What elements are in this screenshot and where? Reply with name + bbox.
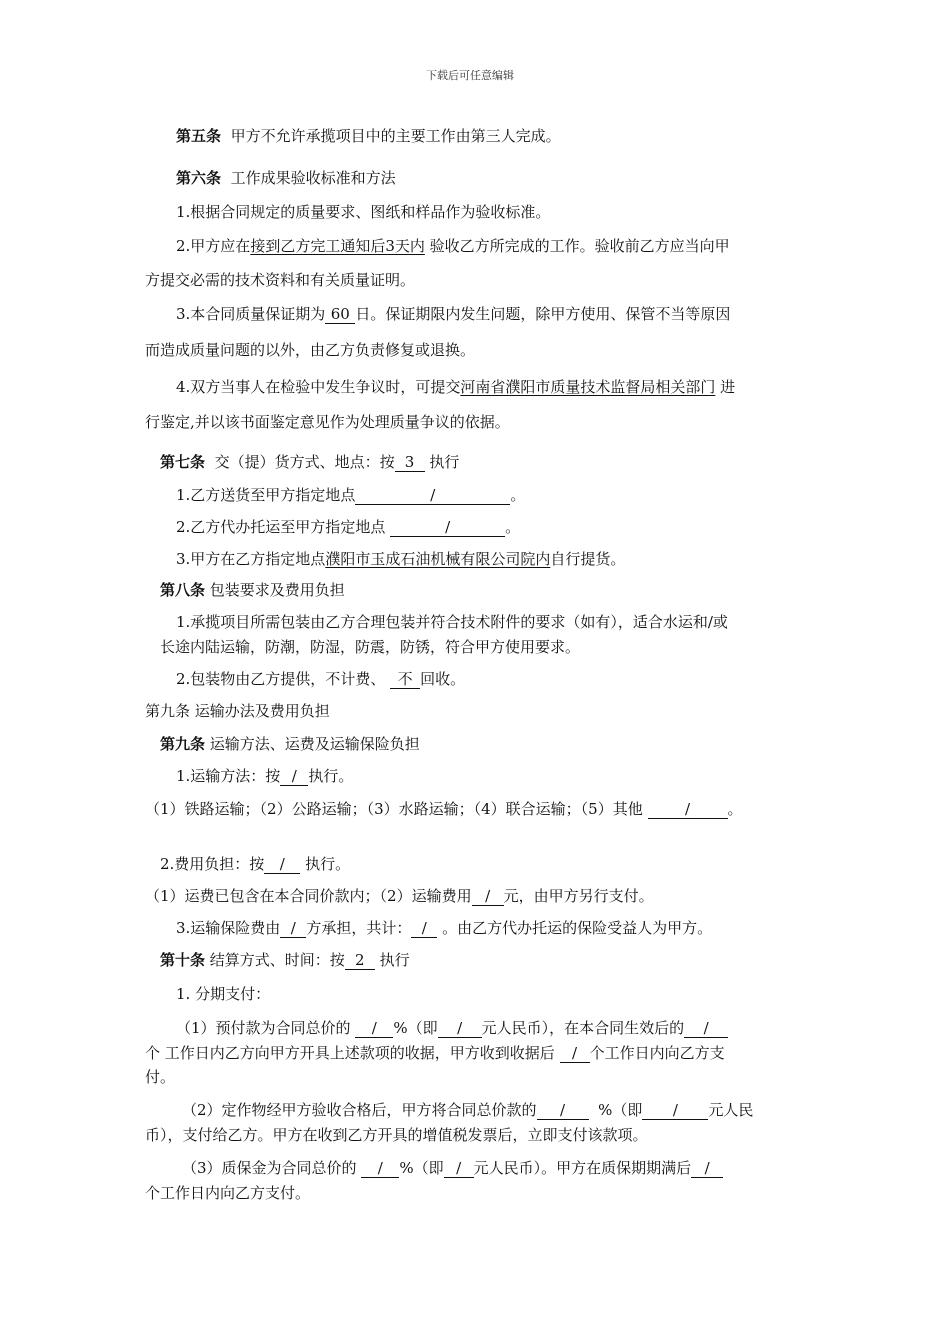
text: %（即 <box>399 1159 444 1177</box>
article-8-title: 第八条 <box>160 581 206 599</box>
settlement-method-number: 2 <box>345 952 375 970</box>
text: （1）预付款为合同总价的 <box>176 1019 351 1037</box>
text: 。 <box>510 486 526 504</box>
text: 执行。 <box>308 767 354 785</box>
acceptance-deadline: 接到乙方完工通知后3天内 <box>250 237 425 255</box>
text: 2.乙方代办托运至甲方指定地点 <box>176 518 386 536</box>
article-7-item-1 <box>176 485 525 505</box>
article-7-title: 第七条 <box>160 453 206 471</box>
article-10-item-1: 1. 分期支付： <box>176 985 271 1003</box>
text: （1）运费已包含在本合同价款内；（2）运输费用 <box>145 887 472 905</box>
text: 2.包装物由乙方提供，不计费、 <box>176 670 386 688</box>
text: 执行 <box>379 951 410 969</box>
arbitration-body: 河南省濮阳市质量技术监督局相关部门 <box>460 378 716 396</box>
acceptance-amount-blank: / <box>642 1102 708 1120</box>
freight-cost-blank: / <box>472 888 504 906</box>
text: （1）铁路运输；（2）公路运输；（3）水路运输；（4）联合运输；（5）其他 <box>145 800 643 818</box>
article-6-item-1: 1.根据合同规定的质量要求、图纸和样品作为验收标准。 <box>176 203 551 221</box>
text: 4.双方当事人在检验中发生争议时，可提交 <box>176 378 461 396</box>
text: %（即 <box>598 1101 643 1119</box>
other-transport-blank: / <box>648 801 728 819</box>
text: %（即 <box>393 1019 438 1037</box>
text: 回收。 <box>420 670 466 688</box>
article-6-item-4 <box>176 377 735 397</box>
article-5-text: 甲方不允许承揽项目中的主要工作由第三人完成。 <box>230 127 561 145</box>
text: 执行。 <box>305 855 351 873</box>
text: （2）定作物经甲方验收合格后，甲方将合同总价款的 <box>182 1101 537 1119</box>
retention-percent-blank: / <box>361 1160 399 1178</box>
article-9-title: 第九条 <box>160 735 206 753</box>
text: 运输方法、运费及运输保险负担 <box>209 735 420 753</box>
article-6-heading-text: 工作成果验收标准和方法 <box>230 169 396 187</box>
text: 3.甲方在乙方指定地点 <box>176 550 326 568</box>
article-5 <box>176 126 561 146</box>
prepay-amount-blank: / <box>438 1020 482 1038</box>
insurance-party-blank: / <box>280 920 306 938</box>
retention-days-blank: / <box>691 1160 723 1178</box>
article-9-item-1 <box>176 766 353 786</box>
article-10-p1-cont <box>145 1043 725 1063</box>
pickup-location: 濮阳市玉成石油机械有限公司院内 <box>325 550 551 568</box>
article-9-options <box>145 799 743 819</box>
text: 元人民币），在本合同生效后的 <box>481 1019 685 1037</box>
text: 1.运输方法：按 <box>176 767 281 785</box>
text: 3.本合同质量保证期为 <box>176 305 326 323</box>
article-6-item-4-cont: 行鉴定,并以该书面鉴定意见作为处理质量争议的依据。 <box>145 413 510 431</box>
article-6-title: 第六条 <box>176 169 222 187</box>
article-6-item-3 <box>176 304 730 324</box>
prepay-percent-blank: / <box>355 1020 393 1038</box>
text: 执行 <box>429 453 460 471</box>
delivery-place-blank: / <box>355 487 510 505</box>
retention-amount-blank: / <box>444 1160 474 1178</box>
text: 日。保证期限内发生问题，除甲方使用、保管不当等原因 <box>355 305 731 323</box>
article-10-p3-cont: 个工作日内向乙方支付。 <box>145 1184 311 1202</box>
text: 。由乙方代办托运的保险受益人为甲方。 <box>442 919 713 937</box>
article-9-item-2 <box>160 854 350 874</box>
text: 交（提）货方式、地点：按 <box>214 453 395 471</box>
acceptance-percent-blank: / <box>537 1102 589 1120</box>
recycle-blank: 不 <box>390 671 420 689</box>
article-7-item-2 <box>176 517 520 537</box>
article-8-heading <box>160 580 345 600</box>
page-header: 下载后可任意编辑 <box>426 69 514 82</box>
article-6-heading <box>176 168 396 188</box>
text: 3.运输保险费由 <box>176 919 281 937</box>
transport-method-blank: / <box>280 768 308 786</box>
text: 。 <box>505 518 521 536</box>
article-7-item-3 <box>176 549 625 569</box>
text: （3）质保金为合同总价的 <box>182 1159 357 1177</box>
warranty-days: 60 <box>325 306 355 324</box>
text: 2.费用负担：按 <box>160 855 265 873</box>
text: 方承担，共计： <box>306 919 412 937</box>
article-10-heading <box>160 950 410 970</box>
article-10-title: 第十条 <box>160 951 206 969</box>
article-10-p2 <box>182 1100 753 1120</box>
article-10-p2-cont: 币），支付给乙方。甲方在收到乙方开具的增值税发票后，立即支付该款项。 <box>145 1126 648 1144</box>
article-9-item-2-options <box>145 886 654 906</box>
text: 进 <box>720 378 736 396</box>
insurance-total-blank: / <box>411 920 437 938</box>
text: 2.甲方应在 <box>176 237 251 255</box>
text: 个工作日内向乙方支 <box>589 1044 725 1062</box>
text: 元人民 <box>708 1101 754 1119</box>
article-6-item-2-cont: 方提交必需的技术资料和有关质量证明。 <box>145 271 416 289</box>
text: 个 工作日内乙方向甲方开具上述款项的收据，甲方收到收据后 <box>145 1044 555 1062</box>
text: 结算方式、时间：按 <box>209 951 345 969</box>
text: 。 <box>727 800 743 818</box>
article-9-plain-heading: 第九条 运输办法及费用负担 <box>145 702 330 720</box>
article-5-title: 第五条 <box>176 127 222 145</box>
article-8-item-2 <box>176 669 465 689</box>
text: 元人民币）。甲方在质保期期满后 <box>473 1159 692 1177</box>
text: 验收乙方所完成的工作。验收前乙方应当向甲 <box>429 237 730 255</box>
article-8-item-1-cont: 长途内陆运输，防潮，防湿，防震，防锈，符合甲方使用要求。 <box>160 638 581 656</box>
article-7-heading <box>160 452 459 472</box>
article-10-p1 <box>176 1018 728 1038</box>
text: 包装要求及费用负担 <box>209 581 345 599</box>
cost-bearing-blank: / <box>264 856 300 874</box>
text: 1.乙方送货至甲方指定地点 <box>176 486 356 504</box>
article-10-p3 <box>182 1158 723 1178</box>
prepay-days-blank: / <box>684 1020 728 1038</box>
article-9-item-3 <box>176 918 712 938</box>
article-6-item-3-cont: 而造成质量问题的以外，由乙方负责修复或退换。 <box>145 341 476 359</box>
text: 自行提货。 <box>550 550 626 568</box>
article-10-p1-end: 付。 <box>145 1068 176 1086</box>
article-9-heading <box>160 734 420 754</box>
article-8-item-1: 1.承揽项目所需包装由乙方合理包装并符合技术附件的要求（如有），适合水运和/或 <box>176 613 728 631</box>
article-6-item-2 <box>176 236 730 256</box>
text: 元，由甲方另行支付。 <box>503 887 654 905</box>
consignment-place-blank: / <box>390 519 505 537</box>
prepay-pay-days-blank: / <box>560 1045 590 1063</box>
delivery-method-number: 3 <box>395 454 425 472</box>
